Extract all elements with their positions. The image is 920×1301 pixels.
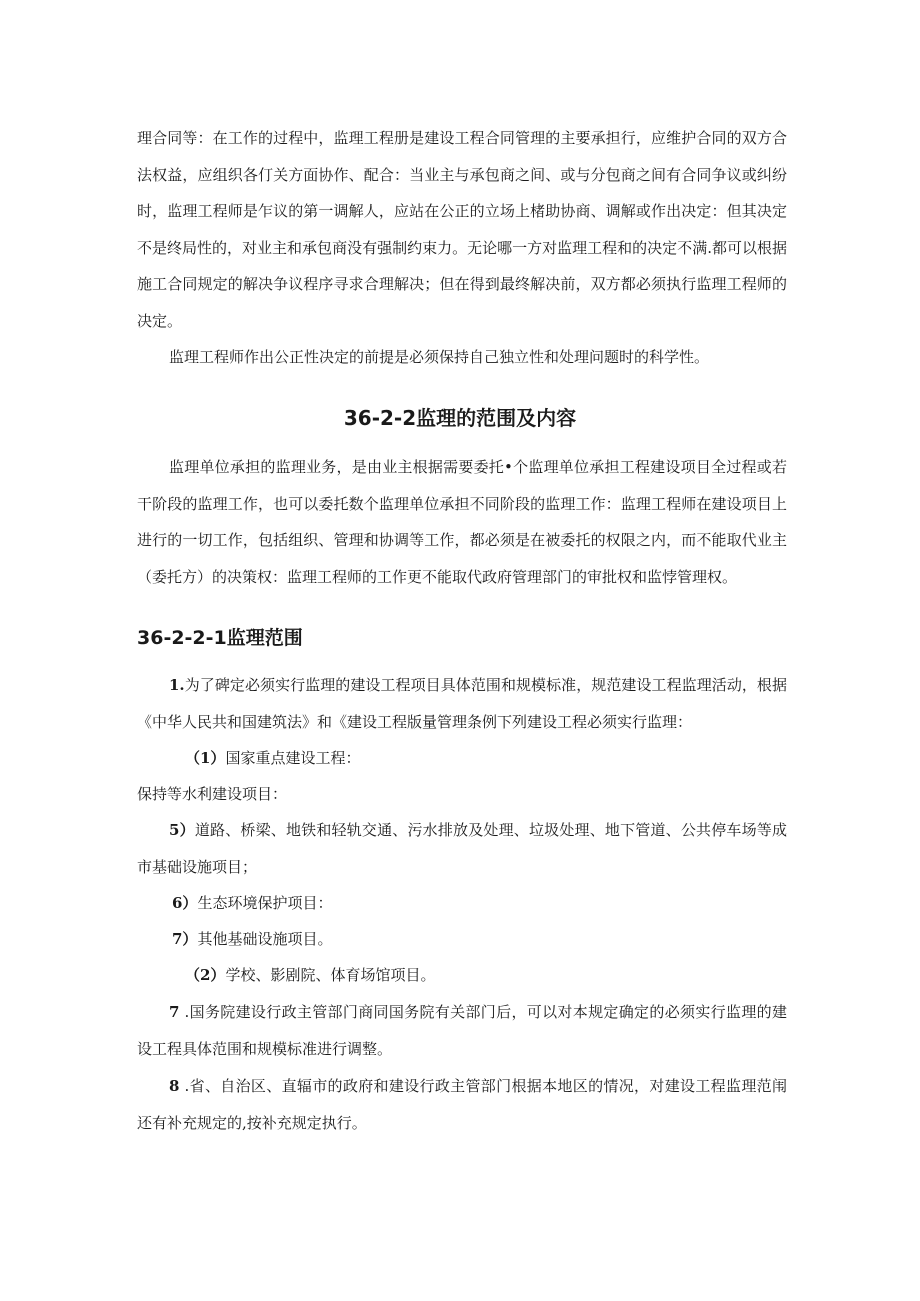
paragraph-supervision-scope: 监理单位承担的监理业务，是由业主根据需要委托•个监理单位承担工程建设项目全过程或若干阶段的监理工作，也可以委托数个监理单位承担不同阶段的监理工作：监理工程师在建设项目上进行的一切工作，包括组织、管理和协调等工作，都必须是在被委托的权限之内，而不能取代业主（委托方）的决策权：监理工程师的工作更不能取代政府管理部门的审批权和监悖管理权。 — [137, 458, 787, 586]
list-item-6-number: 6） — [172, 894, 198, 912]
paragraph-impartiality: 监理工程师作出公正性决定的前提是必须保持自己独立性和处理问题时的科学性。 — [169, 348, 710, 366]
rule-8-text: .省、自治区、直辐市的政府和建设行政主管部门根据本地区的情况，对建设工程监理范闱还有补充规定的,按补充规定执行。 — [137, 1077, 787, 1132]
sub-item-1 — [185, 740, 360, 777]
sub-item-2-text: 学校、影剧院、体育场馆项目。 — [225, 966, 436, 984]
list-item-5 — [137, 812, 787, 885]
paragraph-contract-management: 理合同等：在工作的过程中，监理工程册是建设工程合同管理的主要承担行，应维护合同的双方合法权益，应组织各仃关方面协作、配合：当业主与承包商之间、或与分包商之间有合同争议或纠纷时，监理工程师是乍议的第一调解人，应站在公正的立场上楮助协商、调解或作出决定：但其决定不是终局性的，对业主和承包商没有强制约束力。无论哪一方对监理工程和的决定不满.都可以根据施工合同规定的解决争议程序寻求合理解决；但在得到最终解决前，双方都必须执行监理工程师的决定。 — [137, 129, 787, 330]
sub-item-1-number: （1） — [185, 749, 226, 767]
list-item-7-number: 7） — [172, 930, 198, 948]
sub-item-2-number: （2） — [185, 966, 226, 984]
rule-7-text: .国务院建设行政主管部门商同国务院有关部门后，可以对本规定确定的必须实行监理的建设工程具体范围和规模标准进行调整。 — [137, 1003, 787, 1058]
list-item-1-text: 为了碑定必须实行监理的建设工程项目具体范围和规模标准，规范建设工程监理活动，根据《中华人民共和国建筑法》和《建设工程版量管理条例下列建设工程必须实行监理： — [137, 676, 787, 731]
subsection-heading: 36-2-2-1监理范围 — [137, 627, 303, 649]
list-item-6-text: 生态环境保护项目： — [197, 894, 333, 912]
rule-7 — [137, 994, 787, 1067]
list-item-7 — [172, 921, 332, 958]
line-water-projects: 保持等水利建设项目： — [137, 785, 288, 803]
rule-8-number: 8 — [169, 1077, 180, 1095]
sub-item-2 — [185, 957, 435, 994]
list-item-5-text: 道路、桥梁、地铁和轻轨交通、污水排放及处理、垃圾处理、地下管道、公共停车场等成市基础设施项目； — [137, 821, 788, 876]
rule-7-number: 7 — [169, 1003, 180, 1021]
list-item-1-number: 1. — [169, 676, 185, 694]
list-item-7-text: 其他基础设施项目。 — [197, 930, 333, 948]
section-heading: 36-2-2监理的范围及内容 — [343, 406, 577, 430]
rule-8 — [137, 1068, 787, 1141]
list-item-6 — [172, 885, 332, 922]
list-item-1 — [137, 667, 787, 740]
list-item-5-number: 5） — [169, 821, 195, 839]
sub-item-1-text: 国家重点建设工程： — [225, 749, 361, 767]
